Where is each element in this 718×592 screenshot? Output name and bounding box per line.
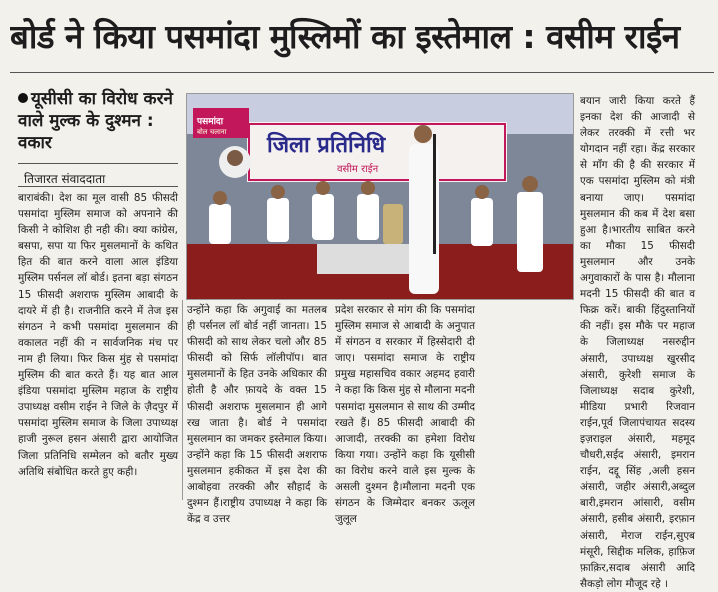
subhead-text: यूसीसी का विरोध करने वाले मुल्क के दुश्मन : वकार — [18, 89, 173, 153]
byline-rule — [18, 186, 178, 187]
banner-name: वसीम राईन — [337, 164, 379, 175]
badge-text: पसमांदा — [197, 117, 224, 127]
column-separator — [182, 300, 183, 500]
subhead-rule — [18, 163, 178, 164]
article-column-4: बयान जारी किया करते हैं इनका देश की आजादी से लेकर तरक्की में रत्ती भर योगदान नहीं रहा। केंद्र सरकार से माँग की है की सरकार में एक पसमांदा मुस्लिम को मंत्री बनाया जाए। पसमांदा मुसलमान की कब में देश बसा हुआ है।भारतीय साबित करने का मौका 15 फीसदी मुसलमान और उनके अगुवाकारों के पास है। मौलाना मदनी 15 फीसदी की बात व फिक्र करें। बाकी हिंदुस्तानियों की नहीं। इस मौके पर महाज के जिलाध्यक्ष नसरुद्दीन अंसारी, उपाध्यक्ष खुरसीद अंसारी, कुरेशी समाज के जिलाध्यक्ष सदाब कुरेशी, मीडिया प्रभारी रिजवान राईन,पूर्व जिलापंचायत सदस्य इज़राइल अंसारी, महमूद चौधरी,सईद अंसारी, इमरान राईन, दद्दू सिंह ,अली हसन अंसारी, जहीर अंसारी,अब्दुल बारी,इमरान आंसारी, वसीम अंसारी, हसीब अंसारी, इरफ़ान अंसारी, मेराज राईन,सुएब मंसूरी, सिद्दीक मलिक, हाफ़िज फ़ाक़िर,सदाब अंसारी आदि सैकड़ो लोग मौजूद रहे । — [580, 95, 695, 590]
article-column-2: उन्होंने कहा कि अगुवाई का मतलब ही पर्सनल लॉ बोर्ड नहीं जानता। 15 फीसदी को साथ लेकर चलो और 85 फीसदी को सिर्फ लॉलीपॉप। बात मुसलमानों के हित उनके अधिकार की होती है और फ़ायदे के वक्त 15 फीसदी अशराफ मुसलमान ही आगे रख जाता है। बोर्ड ने पसमांदा मुसलमान का जमकर इस्तेमाल किया। उन्होंने कहा कि 15 फीसदी अशराफ मुसलमान हकीकत में इस देश की आबोहवा तरक्की और सौहार्द के दुश्मन हैं।राष्ट्रीय उपाध्यक्ष ने कहा कि केंद्र व उत्तर — [187, 304, 327, 526]
article-column-1: बाराबंकी। देश का मूल वासी 85 फीसदी पसमांदा मुस्लिम समाज को अपनाने की किसी ने कोशिश ही नही की। क्या कांग्रेस, बसपा, सपा या फिर मुसलमानों के कथित हित की बात करने वाला आल इंडिया मुस्लिम पर्सनल लॉ बोर्ड। इतना बड़ा संगठन 15 फीसदी अशराफ मुस्लिम आबादी के दायरे में ही है। राजनीति करने में तेज इस संगठन ने कभी पसमांदा मुसलमान की वकालत नहीं की न सार्वजनिक मंच पर नाम ही लिया। फिर किस मुंह से पसमांदा मुस्लिम की बात करते हैं। यह बात आल इंडिया पसमांदा मुस्लिम महाज के राष्ट्रीय उपाध्यक्ष वसीम राईन ने जिले के ज़ैदपुर में पसमांदा मुस्लिम समाज के जिला उपाध्यक्ष हाजी नुरूल हसन अंसारी द्वारा आयोजित जिला प्रतिनिधि सम्मेलन को बतौर मुख्य अतिथि संबोधित करते हुए कही। — [18, 192, 178, 478]
event-photo — [186, 93, 574, 300]
headline: बोर्ड ने किया पसमांदा मुस्लिमों का इस्तेमाल : वसीम राईन — [10, 17, 680, 56]
banner-text: जिला प्रतिनिधि — [267, 133, 386, 158]
badge-sub: बोल चलाना — [197, 128, 227, 136]
headline-rule — [10, 72, 714, 73]
bullet-icon — [18, 93, 28, 103]
subhead — [18, 88, 178, 154]
article-column-3: प्रदेश सरकार से मांग की कि पसमांदा मुस्लिम समाज से आबादी के अनुपात में संगठन व सरकार में हिस्सेदारी दी जाए। पसमांदा समाज के राष्ट्रीय प्रमुख महासचिव वकार अहमद हवारी ने कहा कि किस मुंह से मौलाना मदनी पसमांदा मुसलमान से साथ की उम्मीद रखते हैं। 85 फीसदी आबादी की आजादी, तरक्की का हमेशा विरोध किया गया। उन्होंने कहा कि यूसीसी का विरोध करने वाले इस मुल्क के असली दुश्मन है।मौलाना मदनी एक संगठन के जिम्मेदार बनकर ऊलूल जुलूल — [335, 304, 475, 526]
byline: तिजारत संवाददाता — [24, 172, 106, 186]
